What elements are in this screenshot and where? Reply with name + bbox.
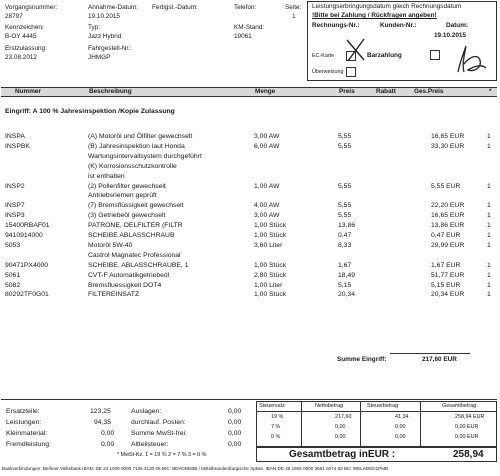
invoice-info-box [307,1,497,81]
altteil-label: Altteilsteuer: [131,441,169,448]
table-row [0,144,500,153]
item-mwst-kz: 1 [487,222,491,230]
item-mwst-kz: 1 [487,241,491,249]
table-row [0,134,500,143]
item-preis: 0,47 [338,232,352,239]
typ-label: Typ: [88,24,101,31]
item-description: PATRONE, OELFILTER (FILTR [88,222,183,230]
item-nummer: INSPBK [5,142,30,150]
item-mwst-kz: 1 [487,291,491,299]
eingriff-title: Eingriff: A 100 % Jahresinspektion /Kopie Zulassung [5,108,175,115]
fremd-label: Fremdleistung: [6,441,51,448]
item-nummer: INSP2 [5,182,25,190]
item-description: SCHEIBE ABLASSCHRAUB [88,232,175,239]
tax-head-netto: Nettobetrag [315,403,344,409]
tax-netto: 0,00 [335,424,346,430]
col-gespreis: Ges.Preis [414,88,444,95]
item-nummer: INSP3 [5,212,25,220]
item-mwst-kz: 1 [487,142,491,150]
grand-total-label: Gesamtbetrag inEUR : [289,449,396,460]
table-header [1,87,497,97]
altteil: 0,00 [228,441,242,448]
tax-steuer: 0,00 [395,424,406,430]
bar-label: Barzahlung [367,52,402,59]
mwst-frei-label: Summe MwSt-frei: [131,430,187,437]
tax-gesamt: 0,00 EUR [455,424,479,430]
item-gespreis: 20,34 EUR [431,291,465,299]
ersatzteile-label: Ersatzteile: [6,408,40,415]
item-gespreis: 0,47 EUR [431,232,461,239]
item-nummer: 80292TF0G01 [5,291,49,299]
item-mwst-kz: 1 [487,202,491,210]
leistungen: 94,35 [94,419,112,426]
vorgangsnummer: 28797 [5,13,23,20]
item-description: (2) Pollenfilter gewechselt [88,182,166,190]
grand-total: 258,94 [453,449,484,460]
item-nummer: INSPA [5,133,25,140]
item-gespreis: 1,67 EUR [431,261,461,269]
item-nummer: 5061 [5,271,21,279]
item-gespreis: 16,65 EUR [431,133,465,140]
summe-eingriff: 217,60 EUR [422,356,457,363]
tax-table [256,401,497,447]
table-row [0,253,500,262]
item-gespreis: 5,55 EUR [431,182,461,190]
mwst-frei: 0,00 [228,430,242,437]
tax-head-steuer: Steuerbetrag [367,403,399,409]
item-menge: 2,80 Stück [254,271,287,279]
item-description: SCHEIBE, ABLASSCHRAUBE, 1 [88,261,189,269]
item-description: Wartungsintervallsystem durchgeführt [88,152,202,160]
item-mwst-kz: 1 [487,182,491,190]
table-row [0,174,500,183]
item-preis: 5,55 [338,182,352,190]
item-preis: 8,33 [338,241,352,249]
table-row [0,223,500,232]
table-row [0,184,500,193]
item-description: FILTEREINSATZ [88,291,140,299]
table-row [0,154,500,163]
ersatzteile: 123,25 [90,408,111,415]
item-preis: 1,67 [338,261,352,269]
seite: 1 [292,13,296,20]
col-menge: Menge [255,88,276,95]
ueber-checkbox[interactable] [346,67,356,77]
vorgangsnummer-label: Vorgangsnummer: [5,4,58,11]
grand-total-box [256,447,497,462]
tax-satz: 0 % [271,434,281,440]
bar-checkbox[interactable] [430,50,440,60]
kleinmaterial: 0,00 [101,430,115,437]
table-row [0,164,500,173]
item-preis: 13,86 [338,222,356,230]
datum: 19.10.2015 [434,32,466,39]
info-line1: Leistungserbringungsdatum gleich Rechnungsdatum [312,3,462,10]
item-description: (3) Getriebeöl gewechselt [88,212,166,220]
item-preis: 5,55 [338,202,352,210]
fahrgestell-label: Fahrgestell-Nr.: [88,45,132,52]
item-menge: 1,00 Stück [254,232,287,239]
item-description: (B) Jahresinspektion laut Honda [88,142,185,150]
auslagen: 0,00 [228,408,242,415]
leistungen-label: Leistungen: [6,419,42,426]
typ: Jazz Hybrid [88,33,122,40]
kennzeichen: B-OY 4445 [5,33,37,40]
item-gespreis: 5,15 EUR [431,281,461,289]
item-mwst-kz: 1 [487,133,491,140]
col-marker: * [489,88,492,95]
item-description: CVT-F Automatikgetriebeöl [88,271,170,279]
item-description: (7) Bremsflüssigkeit gewechselt [88,202,184,210]
ec-label: EC-Karte [312,53,335,59]
item-nummer: 90471PX4000 [5,261,49,269]
item-mwst-kz: 1 [487,281,491,289]
erstzulassung-label: Erstzulassung: [5,45,47,52]
item-description: Castrol Magnatec Professional [88,251,181,259]
item-menge: 4,00 AW [254,202,280,210]
item-nummer: 5053 [5,241,21,249]
item-preis: 18,49 [338,271,356,279]
summe-divider [390,353,470,354]
item-menge: 3,00 AW [254,133,280,140]
table-row [0,193,500,202]
item-gespreis: 33,30 EUR [431,142,465,150]
bank-details: Bankverbindungen: Berliner Volksbank IBAN: DE 23 1009 0000 7125 3130 05 BIC: BEVODEBB / Mittelbrandenburgische Spkse. IBAN DE 45 1605 0000 3661 0274 83 BIC WELADED1PMB [2,466,389,471]
kleinmaterial-label: Kleinmaterial: [6,430,48,437]
table-row [0,283,500,292]
item-description: Motoröl 5W-40 [88,241,133,249]
tax-steuer: 0,00 [395,434,406,440]
table-row [0,273,500,282]
item-mwst-kz: 1 [487,232,491,239]
item-preis: 20,34 [338,291,356,299]
item-description: (K) Korrosionsschutzkontrolle [88,162,177,170]
item-gespreis: 16,65 EUR [431,212,465,220]
item-preis: 5,55 [338,212,352,220]
km-stand: 19061 [234,33,252,40]
fahrgestell: JHMGP [88,54,111,61]
item-menge: 1,00 Liter [254,281,283,289]
ueber-label: Überweisung [312,69,344,75]
auslagen-label: Auslagen: [131,408,162,415]
item-description: Antriebsriemen geprüft [88,192,157,200]
col-preis: Preis [339,88,355,95]
item-menge: 1,00 AW [254,182,280,190]
tax-netto: 217,60 [335,414,352,420]
item-gespreis: 29,99 EUR [431,241,465,249]
tax-gesamt: 258,94 EUR [455,414,485,420]
tax-head-gesamt: Gesamtbetrag [442,403,477,409]
item-nummer: INSP7 [5,202,25,210]
item-gespreis: 51,77 EUR [431,271,465,279]
km-label: KM-Stand: [234,24,265,31]
fremd: 0,00 [101,441,115,448]
table-row [0,213,500,222]
info-line2: !Bitte bei Zahlung / Rückfragen angeben! [312,12,437,19]
table-row [0,292,500,301]
item-description: Bremsfluessigkeit DOT4 [88,281,162,289]
item-preis: 5,55 [338,133,352,140]
table-row [0,263,500,272]
telefon-label: Telefon: [234,4,257,11]
durchlauf-label: durchlauf. Posten: [131,419,186,426]
cross-mark-icon [344,36,368,64]
kennzeichen-label: Kennzeichen: [5,24,44,31]
annahme-date: 19.10.2015 [88,13,120,20]
erstzulassung: 23.08.2012 [5,54,37,61]
item-description: ist enthalten [88,172,125,180]
item-menge: 1,00 Stück [254,261,287,269]
footer-top-rule [1,399,497,400]
table-row [0,243,500,252]
item-menge: 3,60 Liter [254,241,283,249]
item-preis: 5,55 [338,142,352,150]
item-menge: 1,00 Stück [254,222,287,230]
summe-eingriff-label: Summe Eingriff: [337,356,387,363]
col-nummer: Nummer [15,88,41,95]
item-gespreis: 22,20 EUR [431,202,465,210]
tax-netto: 0,00 [335,434,346,440]
signature-icon [452,42,490,76]
tax-gesamt: 0,00 EUR [455,434,479,440]
item-nummer: 5082 [5,281,21,289]
table-row [0,203,500,212]
datum-label: Datum: [446,22,469,29]
item-nummer: 15400RBAF01 [5,222,50,230]
item-menge: 6,00 AW [254,142,280,150]
item-nummer: 9410914000 [5,232,43,239]
col-beschreibung: Beschreibung [89,88,132,95]
item-menge: 1,00 Stück [254,291,287,299]
item-description: (A) Motoröl und Ölfilter gewechselt [88,133,193,140]
tax-head-satz: Steuersatz [259,403,285,409]
tax-satz: 19 % [271,414,284,420]
col-rabatt: Rabatt [376,88,396,95]
kunden-label: Kunden-Nr.: [380,22,417,29]
rechnungs-label: Rechnungs-Nr.: [312,22,360,29]
tax-satz: 7 % [271,424,281,430]
item-menge: 3,00 AW [254,212,280,220]
fertig-label: Fertigst.-Datum: [152,4,198,11]
item-gespreis: 13,86 EUR [431,222,465,230]
item-mwst-kz: 1 [487,261,491,269]
table-row [0,233,500,242]
item-preis: 5,15 [338,281,352,289]
annahme-label: Annahme-Datum: [88,4,139,11]
mwst-note: * MwSt-Kz. 1 = 19 % 2 = 7 % 3 = 0 % [117,452,207,458]
durchlauf: 0,00 [228,419,242,426]
tax-steuer: 41,34 [395,414,409,420]
seite-label: Seite: [285,4,302,11]
item-mwst-kz: 1 [487,271,491,279]
item-mwst-kz: 1 [487,212,491,220]
